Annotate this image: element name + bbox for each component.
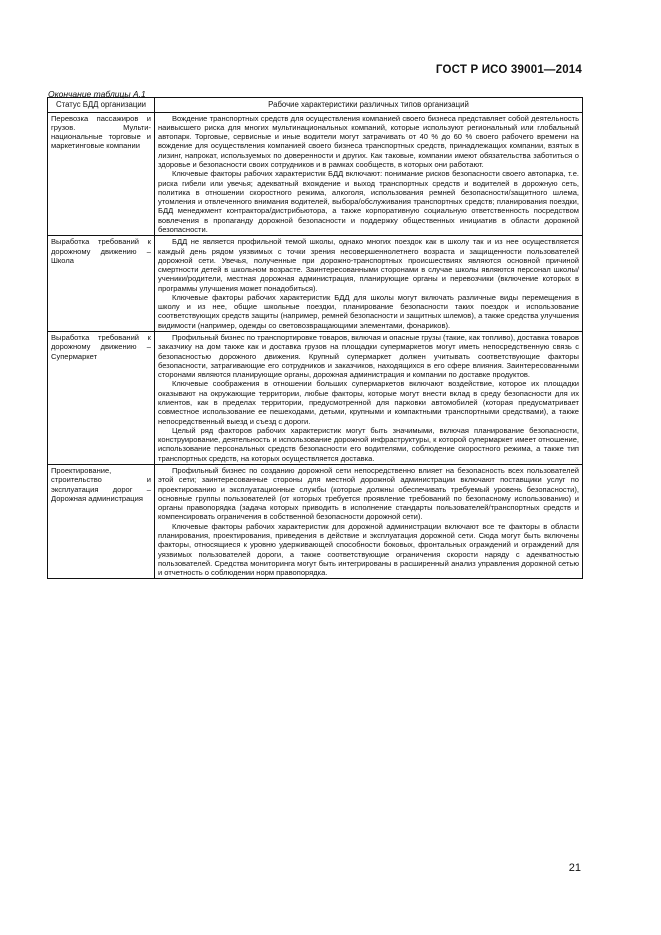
column-header-status: Статус БДД организации <box>48 98 155 113</box>
page-number: 21 <box>568 862 581 874</box>
table-row <box>48 464 583 578</box>
status-cell: Перевозка пассажиров и грузов. Мультинациональные торговые и маркетинговые компании <box>48 112 155 236</box>
paragraph: Ключевые соображения в отношении больших супермаркетов включают воздействие, которое их площадки оказывают на окружающие территории, любые факторы, которые могут внести вклад в среду безопасности для их клиентов, как в пределах территории, предусмотренной для парковки автомобилей (которая предусматривает совместное использование ее пешеходами, детьми, крупными и компактными транспортными средствами), а также непосредственный выезд и съезд с дороги. <box>158 379 579 426</box>
table-row <box>48 112 583 236</box>
paragraph: БДД не является профильной темой школы, однако многих поездок как в школу так и из нее осуществляется каждый день рядом уязвимых с точки зрения несовершеннолетнего возраста и защищенности пользователей дорожной сети. Увечья, полученные при дорожно-транспортных происшествиях являются основной причиной смертности детей в школьном возрасте. Заинтересованными сторонами в случае школы являются персонал школы/ученики/родители, местная дорожная администрация, планирующие органы и перевозчики (включение которых в программы улучшения может понадобиться). <box>158 237 579 293</box>
column-header-characteristics: Рабочие характеристики различных типов организаций <box>155 98 583 113</box>
paragraph: Ключевые факторы рабочих характеристик БДД включают: понимание рисков безопасности своего автопарка, т.е. риска гибели или увечья; адекватный вхождение и выход транспортных средств и водителей в дорожную сеть, политика в отношении скоростного режима, алкоголя, использования ремней безопасности/защитного шлема, утомления и отвлеченного внимания водителей, выбора/обслуживания транспортных средств; планирования поездки, БДД менеджмент контрактора/дистрибьютора, а также корпоративную социальную ответственность посредством вовлечения в пропаганду дорожной безопасности и поддержку общественных инициатив в области дорожной безопасности. <box>158 169 579 234</box>
paragraph: Целый ряд факторов рабочих характеристик могут быть значимыми, включая планирование безопасности, конструирование, деятельность и использование дорожной инфраструктуры, к которой супермаркет имеет отношение, использование персональных средств безопасности его водителями, соблюдение скоростного режима, а также тип транспортных средств, на которых осуществляется доставка. <box>158 425 579 463</box>
status-cell: Проектирование, строительство и эксплуатация дорог – Дорожная администрация <box>48 464 155 578</box>
table-header-row <box>48 98 583 113</box>
paragraph: Профильный бизнес по транспортировке товаров, включая и опасные грузы (такие, как топливо), доставка товаров заказчику на дом также как и доставка грузов на площадки супермаркетов могут иметь непосредственную связь с безопасностью дорожного движения. Крупный супермаркет должен учитывать соответствующие факторы безопасности, затрагивающие его сотрудников и заказчиков, находящихся в его сфере влияния. Заинтересованными сторонами являются планирующие органы, дорожная администрация и компании по доставке продуктов. <box>158 333 579 380</box>
characteristics-table <box>47 97 583 579</box>
table-row <box>48 332 583 465</box>
characteristics-cell <box>155 236 583 332</box>
paragraph: Вождение транспортных средств для осуществления компанией своего бизнеса представляет собой деятельность наивысшего риска для многих мультинациональных компаний, которые используют региональный или глобальный автопарк. Торговые, сервисные и иные водители могут затрачивать от 40 % до 60 % своего рабочего времени на вождение для осуществления компанией своего бизнеса транспортных средств, принадлежащих компании, взятых в лизинг, напрокат, используемых по доверенности и других. Как таковые, компании имеют обязательства заботиться о здоровье и безопасности своих сотрудников и в рамках сообществ, в которых они работают. <box>158 113 579 169</box>
characteristics-cell <box>155 112 583 236</box>
status-cell: Выработка требований к дорожному движению – Школа <box>48 236 155 332</box>
status-cell: Выработка требований к дорожному движению – Супермаркет <box>48 332 155 465</box>
table-caption: Окончание таблицы А.1 <box>48 89 146 99</box>
characteristics-cell <box>155 332 583 465</box>
paragraph: Ключевые факторы рабочих характеристик для дорожной администрации включают все те факторы в области планирования, проектирования, приведения в действие и эксплуатация дорожной сети. Сюда могут быть включены факторы, относящиеся к уровню удерживающей способности боковых, фронтальных ограждений и ограждений для уязвимых пользователей дороги, а также соответствующие ограничения скорости наряду с адекватностью пользователей. Средства мониторинга могут быть интегрированы в расширенный анализ управления дорожной сетью и отчетность о соблюдении норм правопорядка. <box>158 521 579 578</box>
characteristics-cell <box>155 464 583 578</box>
table-row <box>48 236 583 332</box>
paragraph: Профильный бизнес по созданию дорожной сети непосредственно влияет на безопасность всех пользователей этой сети; заинтересованные стороны для местной дорожной администрации включают поставщики услуг по проектированию и эксплуатационные службы (которые должны обеспечивать требуемый уровень безопасности), основные группы пользователей (от которых требуется проявление требований по безопасному использованию) и органы правопорядка (задача которых приводить в исполнение стандарты пользователей/транспортных средств и компенсировать ограничения в собственной безопасности дорожной сети). <box>158 465 579 522</box>
document-header: ГОСТ Р ИСО 39001—2014 <box>435 64 582 76</box>
paragraph: Ключевые факторы рабочих характеристик БДД для школы могут включать различные виды перемещения в школу и из нее, общие школьные поездки, планирование безопасности таких поездок и использование соответствующих средств защиты (например, ремней безопасности и защитных шлемов), а также средства улучшения видимости (например, одежды со световозвращающими элементами, фонариков). <box>158 292 579 330</box>
